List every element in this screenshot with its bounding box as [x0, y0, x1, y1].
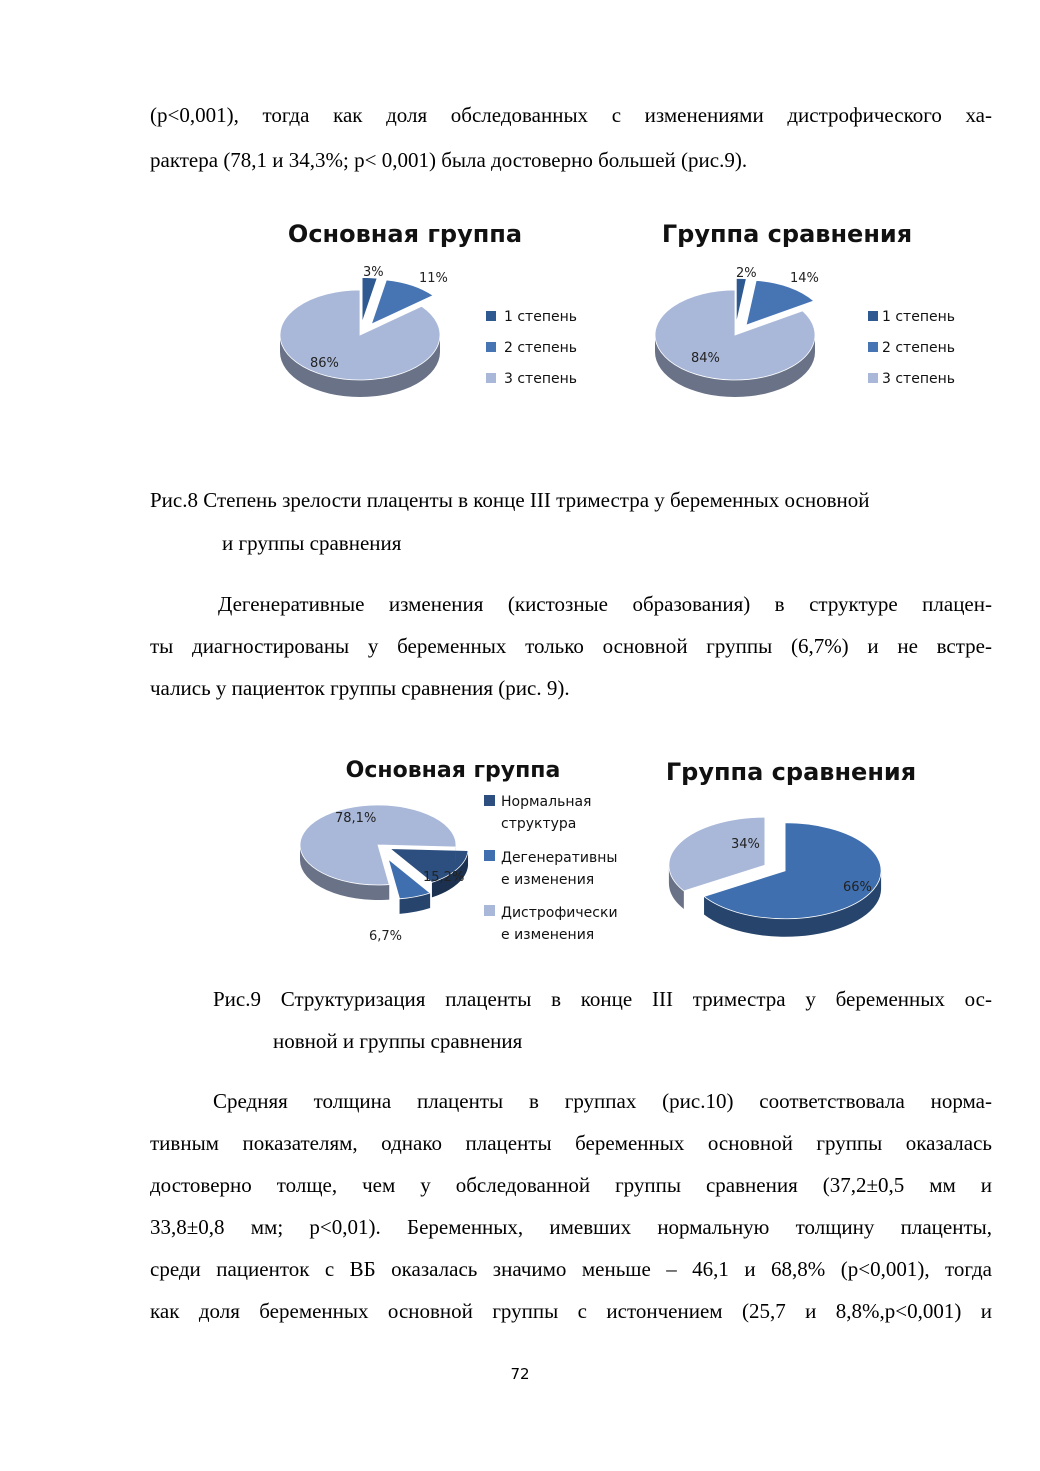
- paragraph-middle-line-3: чались у пациенток группы сравнения (рис. 9).: [150, 676, 570, 700]
- legend-entry: 3 степень: [882, 371, 955, 387]
- legend: [486, 309, 577, 387]
- pie-label: 11%: [419, 271, 448, 286]
- paragraph-bottom-line-1: Средняя толщина плаценты в группах (рис.10) соответствовала норма-: [213, 1089, 992, 1113]
- chart-title: Группа сравнения: [665, 758, 917, 786]
- figure-9-caption-line-1: Рис.9 Структуризация плаценты в конце III триместра у беременных ос-: [213, 987, 992, 1011]
- paragraph-middle-line-1: Дегенеративные изменения (кистозные образования) в структуре плацен-: [218, 592, 992, 616]
- legend: [484, 794, 618, 943]
- pie-label: 3%: [363, 265, 384, 280]
- pie-label: 34%: [731, 837, 760, 852]
- pie-label: 86%: [310, 356, 339, 371]
- pie-slice: [669, 817, 765, 891]
- paragraph-bottom-line-6: как доля беременных основной группы с истончением (25,7 и 8,8%,р<0,001) и: [150, 1299, 992, 1323]
- legend-swatch: [868, 342, 878, 352]
- legend-entry: 3 степень: [504, 371, 577, 387]
- pie-label: 14%: [790, 271, 819, 286]
- chart-title: Основная группа: [345, 758, 561, 783]
- page-number: 72: [510, 1365, 530, 1383]
- legend-entry: е изменения: [501, 927, 595, 943]
- legend-entry: е изменения: [501, 872, 595, 888]
- paragraph-bottom-line-4: 33,8±0,8 мм; р<0,01). Беременных, имевших нормальную толщину плаценты,: [150, 1215, 992, 1239]
- legend-entry: 1 степень: [504, 309, 577, 325]
- pie-label: 6,7%: [369, 929, 403, 944]
- paragraph-bottom-line-5: среди пациенток с ВБ оказалась значимо меньше – 46,1 и 68,8% (р<0,001), тогда: [150, 1257, 992, 1281]
- pie-slices: [300, 805, 468, 914]
- chart-title: Основная группа: [287, 220, 523, 248]
- legend-swatch: [486, 342, 496, 352]
- pie-slice: [736, 278, 746, 323]
- paragraph-top-line-2: рактера (78,1 и 34,3%; р< 0,001) была достоверно большей (рис.9).: [150, 148, 748, 172]
- legend-entry: Нормальная: [501, 794, 592, 810]
- pie-label: 2%: [736, 266, 757, 281]
- legend-swatch: [486, 373, 496, 383]
- legend-entry: Дегенеративны: [501, 850, 618, 866]
- pie-label: 15,2%: [423, 870, 465, 885]
- legend-swatch: [484, 850, 495, 861]
- legend-swatch: [484, 905, 495, 916]
- chart-title: Группа сравнения: [661, 220, 913, 248]
- chart-fig9-main-group: [285, 750, 645, 950]
- legend-entry: 1 степень: [882, 309, 955, 325]
- pie-label: 78,1%: [335, 811, 377, 826]
- legend-swatch: [868, 311, 878, 321]
- legend-entry: Дистрофически: [501, 905, 618, 921]
- paragraph-middle-line-2: ты диагностированы у беременных только основной группы (6,7%) и не встре-: [150, 634, 992, 658]
- chart-fig8-comparison-group: [640, 210, 1000, 430]
- pie-slices: [280, 277, 440, 397]
- pie-label: 66%: [843, 880, 872, 895]
- paragraph-bottom-line-3: достоверно толще, чем у обследованной группы сравнения (37,2±0,5 мм и: [150, 1173, 992, 1197]
- paragraph-top-line-1: (р<0,001), тогда как доля обследованных с изменениями дистрофического ха-: [150, 103, 992, 127]
- figure-8-caption-line-2: и группы сравнения: [222, 531, 402, 555]
- legend-entry: структура: [501, 816, 577, 832]
- legend-swatch: [484, 795, 495, 806]
- legend: [868, 309, 955, 387]
- chart-fig8-main-group: [255, 210, 615, 430]
- pie-label: 84%: [691, 351, 720, 366]
- legend-swatch: [486, 311, 496, 321]
- figure-8-caption-line-1: Рис.8 Степень зрелости плаценты в конце III триместра у беременных основной: [150, 488, 870, 512]
- figure-9-caption-line-2: новной и группы сравнения: [273, 1029, 523, 1053]
- pie-slices: [669, 817, 881, 937]
- legend-entry: 2 степень: [504, 340, 577, 356]
- paragraph-bottom-line-2: тивным показателям, однако плаценты беременных основной группы оказалась: [150, 1131, 992, 1155]
- legend-entry: 2 степень: [882, 340, 955, 356]
- chart-fig9-comparison-group: [665, 750, 945, 950]
- legend-swatch: [868, 373, 878, 383]
- pie-slices: [655, 278, 815, 397]
